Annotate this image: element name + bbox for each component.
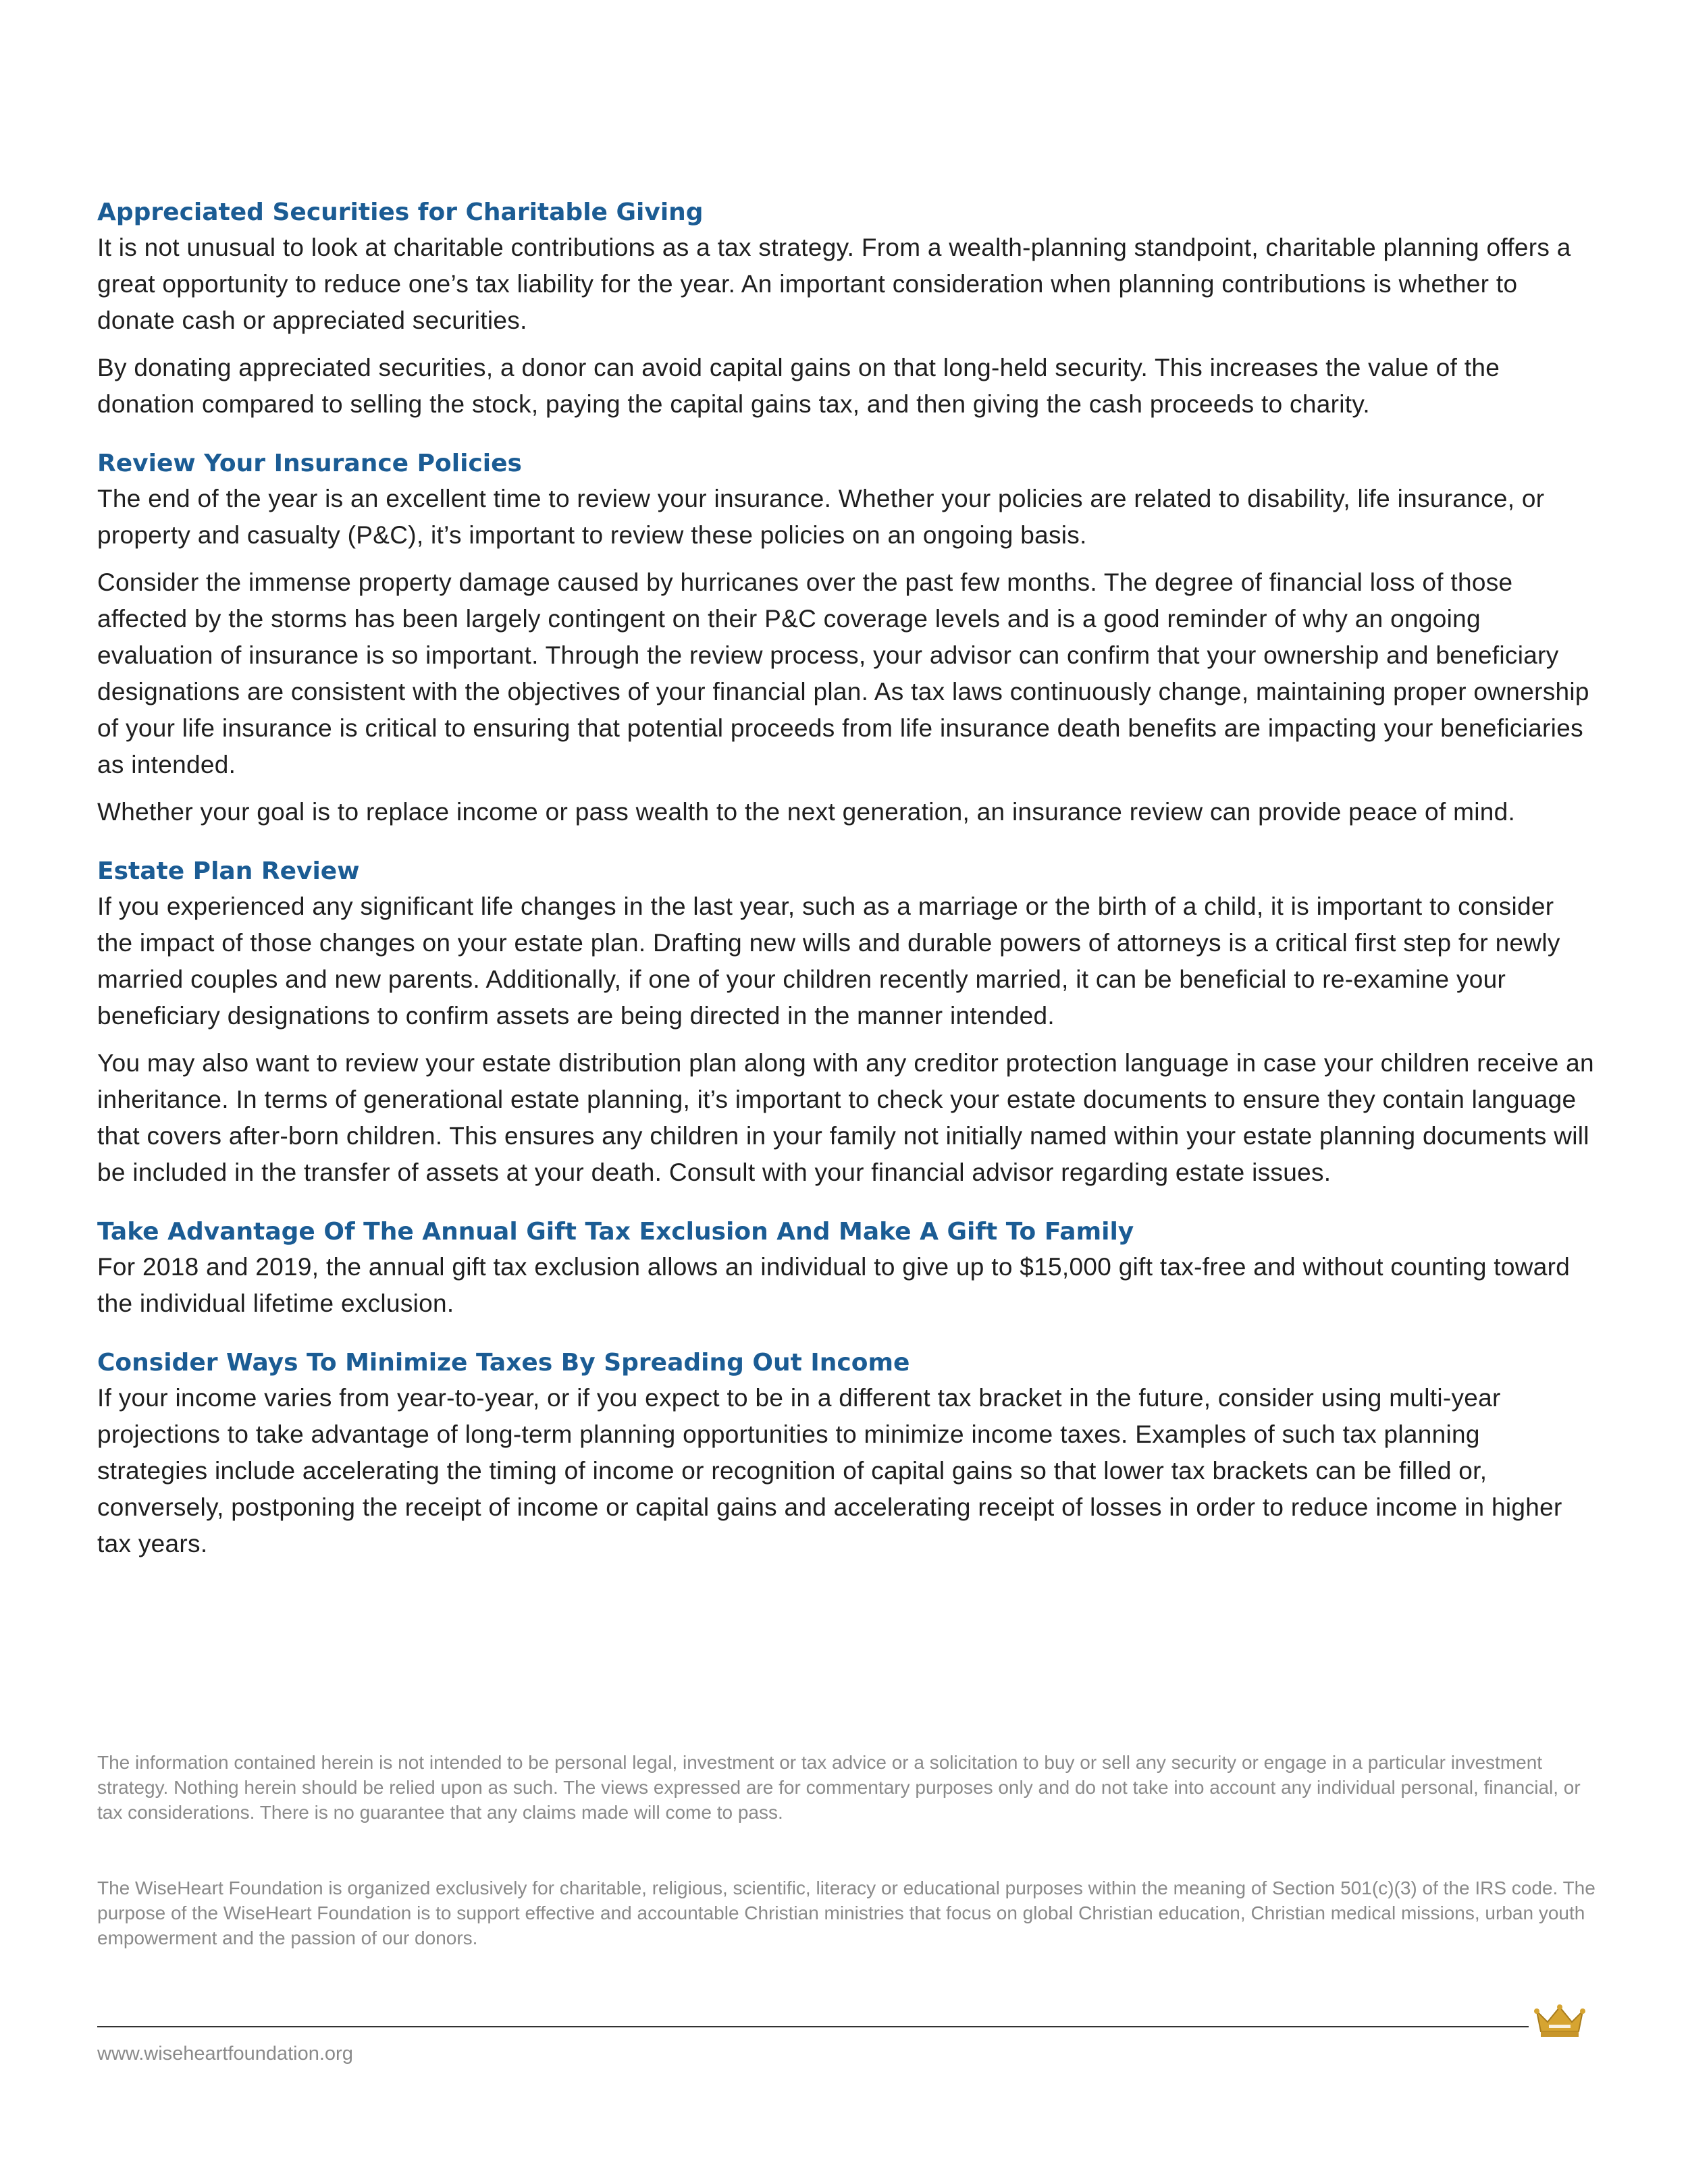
- section-paragraph: By donating appreciated securities, a donor can avoid capital gains on that long-held security. This increases the value of the donation compared to selling the stock, paying the capital gains tax, and then giving the cash proceeds to charity.: [97, 354, 1500, 418]
- section-insurance-policies: [97, 447, 1596, 830]
- section-heading: Consider Ways To Minimize Taxes By Spreading Out Income: [97, 1349, 910, 1377]
- section-paragraph: Consider the immense property damage caused by hurricanes over the past few months. The degree of financial loss of those affected by the storms has been largely contingent on their P&C coverage levels and is a good reminder of why an ongoing evaluation of insurance is so important. Through the review process, your advisor can confirm that your ownership and beneficiary designations are consistent with the objectives of your financial plan. As tax laws continuously change, maintaining proper ownership of your life insurance is critical to ensuring that potential proceeds from life insurance death benefits are impacting your beneficiaries as intended.: [97, 568, 1589, 778]
- section-gift-tax-exclusion: [97, 1215, 1596, 1322]
- footer-website-link[interactable]: www.wiseheartfoundation.org: [97, 2043, 353, 2065]
- section-paragraph: It is not unusual to look at charitable contributions as a tax strategy. From a wealth-planning standpoint, charitable planning offers a great opportunity to reduce one’s tax liability for the year. An important consideration when planning contributions is whether to donate cash or appreciated securities.: [97, 234, 1571, 334]
- article-body: [97, 196, 1596, 1573]
- section-heading: Take Advantage Of The Annual Gift Tax Exclusion And Make A Gift To Family: [97, 1218, 1134, 1246]
- foundation-disclaimer: The WiseHeart Foundation is organized exclusively for charitable, religious, scientific, literacy or educational purposes within the meaning of Section 501(c)(3) of the IRS code. The purpose of the WiseHeart Foundation is to support effective and accountable Christian ministries that focus on global Christian education, Christian medical missions, urban youth empowerment and the passion of our donors.: [97, 1877, 1595, 1948]
- legal-disclaimer: The information contained herein is not intended to be personal legal, investment or tax advice or a solicitation to buy or sell any security or engage in a particular investment strategy. Nothing herein should be relied upon as such. The views expressed are for commentary purposes only and do not take into account any individual personal, financial, or tax considerations. There is no guarantee that any claims made will come to pass.: [97, 1752, 1581, 1823]
- section-paragraph: Whether your goal is to replace income or pass wealth to the next generation, an insurance review can provide peace of mind.: [97, 798, 1516, 826]
- section-paragraph: The end of the year is an excellent time to review your insurance. Whether your policies are related to disability, life insurance, or property and casualty (P&C), it’s important to review these policies on an ongoing basis.: [97, 485, 1545, 549]
- section-paragraph: If you experienced any significant life changes in the last year, such as a marriage or the birth of a child, it is important to consider the impact of those changes on your estate plan. Drafting new wills and durable powers of attorneys is a critical first step for newly married couples and new parents. Additionally, if one of your children recently married, it can be beneficial to re-examine your beneficiary designations to confirm assets are being directed in the manner intended.: [97, 893, 1560, 1030]
- section-paragraph: If your income varies from year-to-year, or if you expect to be in a different tax bracket in the future, consider using multi-year projections to take advantage of long-term planning opportunities to minimize income taxes. Examples of such tax planning strategies include accelerating the timing of income or recognition of capital gains so that lower tax brackets can be filled or, conversely, postponing the receipt of income or capital gains and accelerating receipt of losses in order to reduce income in higher tax years.: [97, 1384, 1562, 1557]
- section-heading: Appreciated Securities for Charitable Giving: [97, 198, 704, 226]
- section-heading: Estate Plan Review: [97, 857, 360, 885]
- section-heading: Review Your Insurance Policies: [97, 450, 522, 477]
- crown-icon: [1533, 2002, 1587, 2040]
- section-minimize-taxes: [97, 1346, 1596, 1562]
- section-paragraph: You may also want to review your estate distribution plan along with any creditor protection language in case your children receive an inheritance. In terms of generational estate planning, it’s important to check your estate documents to ensure they contain language that covers after-born children. This ensures any children in your family not initially named within your estate planning documents will be included in the transfer of assets at your death. Consult with your financial advisor regarding estate issues.: [97, 1049, 1594, 1186]
- section-appreciated-securities: [97, 196, 1596, 423]
- section-estate-plan-review: [97, 855, 1596, 1191]
- section-paragraph: For 2018 and 2019, the annual gift tax exclusion allows an individual to give up to $15,000 gift tax-free and without counting toward the individual lifetime exclusion.: [97, 1253, 1571, 1317]
- footer-divider: [97, 2026, 1529, 2027]
